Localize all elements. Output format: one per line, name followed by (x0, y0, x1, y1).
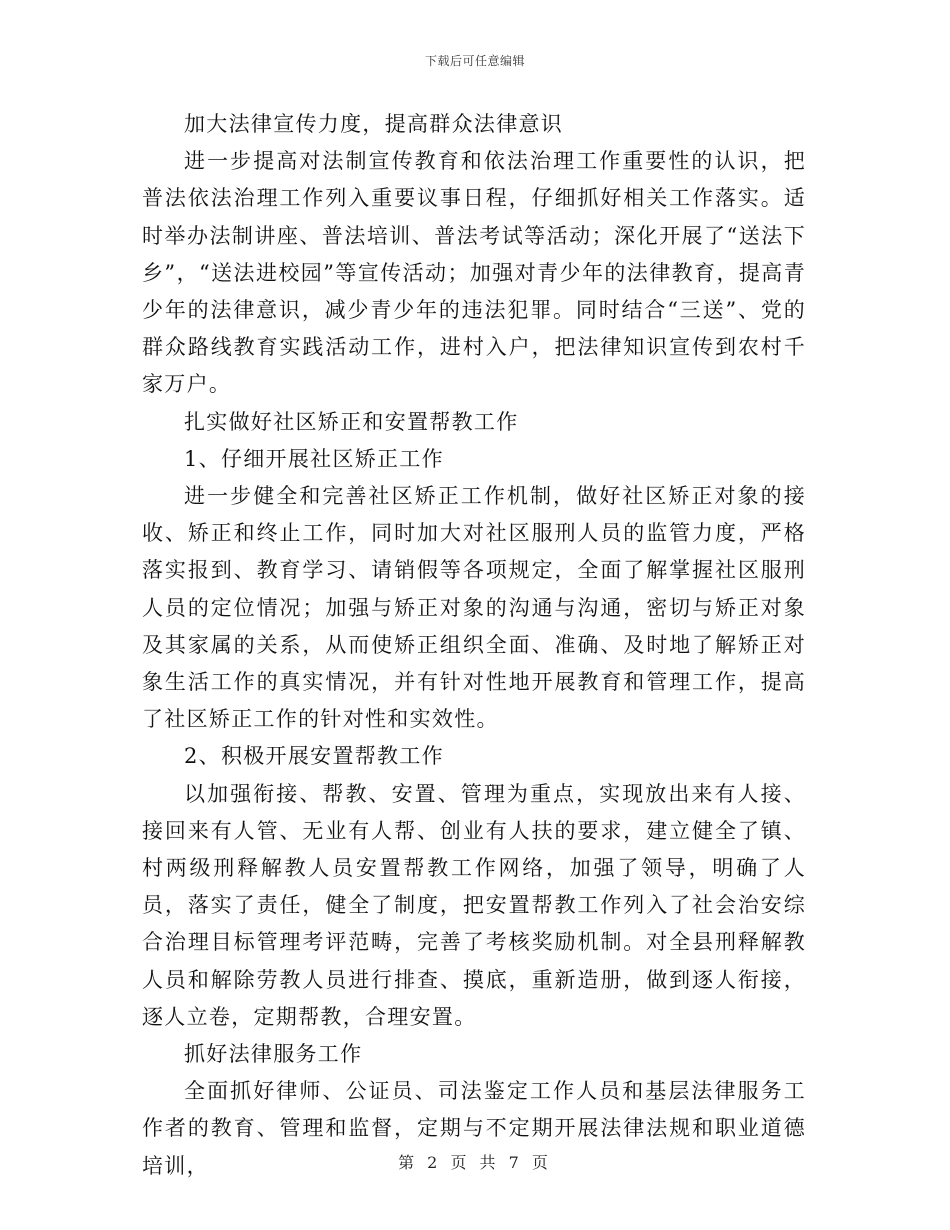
paragraph-legal-publicity: 进一步提高对法制宣传教育和依法治理工作重要性的认识，把普法依法治理工作列入重要议事日程，仔细抓好相关工作落实。适时举办法制讲座、普法培训、普法考试等活动；深化开展了“送法下乡”，“送法进校园”等宣传活动；加强对青少年的法律教育，提高青少年的法律意识，减少青少年的违法犯罪。同时结合“三送”、党的群众路线教育实践活动工作，进村入户，把法律知识宣传到农村千家万户。 (142, 149, 806, 397)
paragraph-correction-work: 进一步健全和完善社区矫正工作机制，做好社区矫正对象的接收、矫正和终止工作，同时加大对社区服刑人员的监管力度，严格落实报到、教育学习、请销假等各项规定，全面了解掌握社区服刑人员的定位情况；加强与矫正对象的沟通与沟通，密切与矫正对象及其家属的关系，从而使矫正组织全面、准确、及时地了解矫正对象生活工作的真实情况，并有针对性地开展教育和管理工作，提高了社区矫正工作的针对性和实效性。 (142, 484, 806, 732)
subsection-heading-resettlement-work: 2、积极开展安置帮教工作 (184, 744, 444, 769)
document-body (142, 106, 806, 1185)
page-header: 下载后可任意编辑 (424, 54, 525, 68)
paragraph-resettlement-work: 以加强衔接、帮教、安置、管理为重点，实现放出来有人接、接回来有人管、无业有人帮、创业有人扶的要求，建立健全了镇、村两级刑释解教人员安置帮教工作网络，加强了领导，明确了人员，落实了责任，健全了制度，把安置帮教工作列入了社会治安综合治理目标管理考评范畴，完善了考核奖励机制。对全县刑释解教人员和解除劳教人员进行排查、摸底，重新造册，做到逐人衔接，逐人立卷，定期帮教，合理安置。 (142, 781, 806, 1029)
section-heading-community-correction: 扎实做好社区矫正和安置帮教工作 (184, 409, 519, 434)
paragraph-legal-services: 全面抓好律师、公证员、司法鉴定工作人员和基层法律服务工作者的教育、管理和监督，定期与不定期开展法律法规和职业道德培训， (142, 1079, 806, 1178)
subsection-heading-correction-work: 1、仔细开展社区矫正工作 (184, 446, 444, 471)
section-heading-legal-publicity: 加大法律宣传力度，提高群众法律意识 (184, 112, 564, 136)
section-heading-legal-services: 抓好法律服务工作 (184, 1042, 363, 1067)
page-footer-page-number: 第 2 页 共 7 页 (398, 1153, 552, 1172)
